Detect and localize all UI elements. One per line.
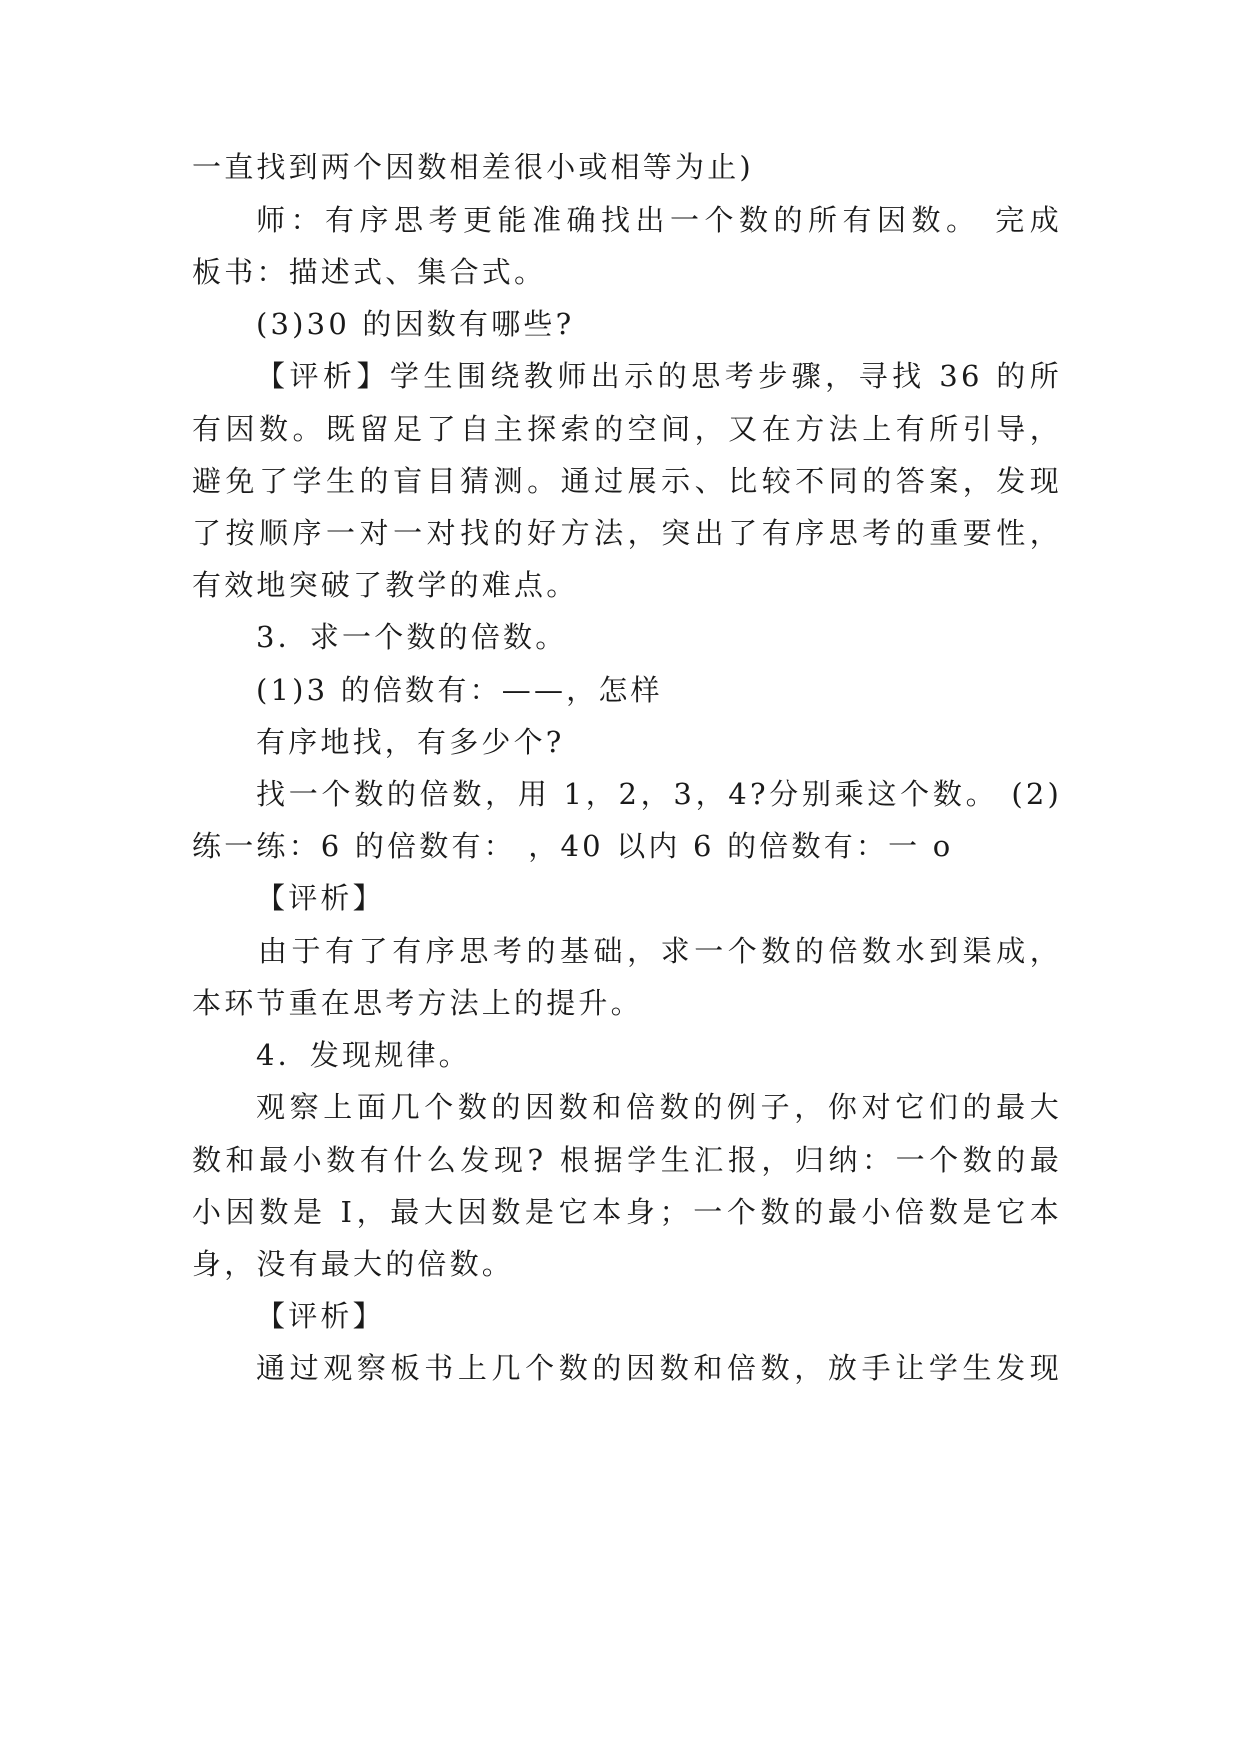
text-line-6: 有因数。既留足了自主探索的空间，又在方法上有所引导， (192, 412, 1062, 446)
text-line-20: 数和最小数有什么发现? 根据学生汇报，归纳：一个数的最 (192, 1143, 1062, 1177)
text-line-24: 通过观察板书上几个数的因数和倍数，放手让学生发现 (256, 1351, 1062, 1385)
text-line-3: 板书：描述式、集合式。 (192, 255, 547, 289)
text-line-16: 由于有了有序思考的基础，求一个数的倍数水到渠成， (258, 934, 1062, 968)
text-line-22: 身，没有最大的倍数。 (192, 1247, 515, 1281)
text-line-2: 师：有序思考更能准确找出一个数的所有因数。 完成 (256, 203, 1062, 237)
text-line-14: 练一练：6 的倍数有： ，40 以内 6 的倍数有：一 o (192, 829, 954, 863)
text-line-11: (1)3 的倍数有：——，怎样 (256, 673, 663, 707)
text-line-21: 小因数是 I，最大因数是它本身；一个数的最小倍数是它本 (192, 1195, 1062, 1229)
text-line-12: 有序地找，有多少个? (256, 725, 565, 759)
text-line-19: 观察上面几个数的因数和倍数的例子，你对它们的最大 (256, 1090, 1062, 1124)
text-line-8: 了按顺序一对一对找的好方法，突出了有序思考的重要性， (192, 516, 1062, 550)
text-line-5: 【评析】学生围绕教师出示的思考步骤，寻找 36 的所 (256, 359, 1062, 393)
text-line-17: 本环节重在思考方法上的提升。 (192, 986, 643, 1020)
text-line-1: 一直找到两个因数相差很小或相等为止) (192, 150, 754, 184)
text-line-18: 4．发现规律。 (256, 1038, 471, 1072)
text-line-4: (3)30 的因数有哪些? (256, 307, 575, 341)
text-line-9: 有效地突破了教学的难点。 (192, 568, 579, 602)
text-line-23: 【评析】 (256, 1299, 385, 1333)
text-line-10: 3．求一个数的倍数。 (256, 620, 568, 654)
text-line-13: 找一个数的倍数，用 1，2，3，4?分别乘这个数。 (2) (256, 777, 1062, 811)
text-line-7: 避免了学生的盲目猜测。通过展示、比较不同的答案，发现 (192, 464, 1062, 498)
text-line-15: 【评析】 (256, 881, 385, 915)
